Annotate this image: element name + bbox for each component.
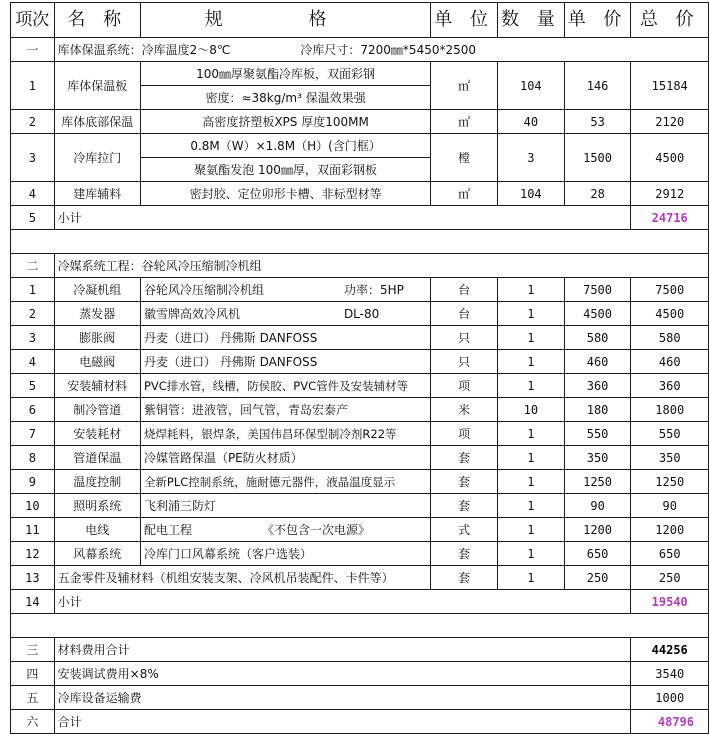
row-total: 4500 <box>631 134 709 182</box>
subtotal-value: 24716 <box>631 206 709 230</box>
row-price: 28 <box>564 182 631 206</box>
row-qty: 1 <box>497 542 564 566</box>
header-name: 名 称 <box>54 3 140 38</box>
row-index: 13 <box>11 566 55 590</box>
row-index: 1 <box>11 278 55 302</box>
row-unit: 套 <box>431 494 498 518</box>
table-row <box>11 422 709 446</box>
row-unit: 套 <box>431 566 498 590</box>
room-size: 冷库尺寸：7200㎜*5450*2500 <box>300 42 477 57</box>
summary-label: 材料费用合计 <box>54 638 631 662</box>
row-price: 146 <box>564 62 631 110</box>
header-spec: 规 格 <box>140 3 430 38</box>
row-qty: 104 <box>497 62 564 110</box>
row-spec-extra: 《不包含一次电源》 <box>261 522 370 537</box>
summary-value: 1000 <box>631 686 709 710</box>
section-header-row <box>11 254 709 278</box>
row-unit: 项 <box>431 374 498 398</box>
row-name: 建库辅料 <box>54 182 140 206</box>
row-name: 膨胀阀 <box>54 326 140 350</box>
row-spec <box>140 302 430 326</box>
row-price: 90 <box>564 494 631 518</box>
row-price: 350 <box>564 446 631 470</box>
row-index: 12 <box>11 542 55 566</box>
row-spec-main: 徽雪牌高效冷风机 <box>143 306 240 321</box>
row-index: 1 <box>11 62 55 110</box>
row-name-spec: 五金零件及辅材料（机组安装支架、冷风机吊装配件、卡件等） <box>54 566 431 590</box>
row-index: 4 <box>11 182 55 206</box>
header-qty: 数 量 <box>497 3 564 38</box>
row-total: 580 <box>631 326 709 350</box>
row-index: 10 <box>11 494 55 518</box>
row-price: 580 <box>564 326 631 350</box>
summary-row-transport <box>11 686 709 710</box>
row-index: 7 <box>11 422 55 446</box>
row-spec-extra: 功率：5HP <box>343 282 404 297</box>
row-qty: 1 <box>497 494 564 518</box>
header-price: 单 价 <box>564 3 631 38</box>
table-row <box>11 398 709 422</box>
row-unit: 台 <box>431 278 498 302</box>
row-name: 安装辅材料 <box>54 374 140 398</box>
row-unit: 台 <box>431 302 498 326</box>
row-index: 5 <box>11 374 55 398</box>
subtotal-label: 小计 <box>54 590 631 614</box>
row-spec: 0.8M（W）×1.8M（H）(含门框） <box>140 134 430 158</box>
table-row <box>11 350 709 374</box>
row-unit: 项 <box>431 422 498 446</box>
row-total: 460 <box>631 350 709 374</box>
row-price: 180 <box>564 398 631 422</box>
row-qty: 1 <box>497 518 564 542</box>
row-spec: 飞利浦三防灯 <box>140 494 430 518</box>
section-title-text: 库体保温系统：冷库温度2～8℃ <box>57 42 231 57</box>
row-spec <box>140 278 430 302</box>
row-total: 2912 <box>631 182 709 206</box>
subtotal-label: 小计 <box>54 206 631 230</box>
subtotal-index: 14 <box>11 590 55 614</box>
summary-row-grand-total <box>11 710 709 734</box>
row-unit: 式 <box>431 518 498 542</box>
row-spec-main: 谷轮风冷压缩制冷机组 <box>143 282 264 297</box>
row-unit: 米 <box>431 398 498 422</box>
row-total: 2120 <box>631 110 709 134</box>
header-unit: 单 位 <box>431 3 498 38</box>
section-title <box>54 38 708 62</box>
row-unit: ㎡ <box>431 182 498 206</box>
summary-row-materials <box>11 638 709 662</box>
row-qty: 1 <box>497 422 564 446</box>
row-price: 1250 <box>564 470 631 494</box>
row-total: 550 <box>631 422 709 446</box>
row-price: 1500 <box>564 134 631 182</box>
row-total: 1800 <box>631 398 709 422</box>
row-price: 250 <box>564 566 631 590</box>
row-name: 库体保温板 <box>54 62 140 110</box>
row-name: 制冷管道 <box>54 398 140 422</box>
row-unit: ㎡ <box>431 62 498 110</box>
row-unit: ㎡ <box>431 110 498 134</box>
row-unit: 套 <box>431 446 498 470</box>
blank-row <box>11 230 709 254</box>
row-qty: 1 <box>497 566 564 590</box>
row-name: 冷库拉门 <box>54 134 140 182</box>
summary-row-installation <box>11 662 709 686</box>
section-index: 一 <box>11 38 55 62</box>
summary-index: 三 <box>11 638 55 662</box>
row-qty: 1 <box>497 470 564 494</box>
row-spec-main: 配电工程 <box>143 522 192 537</box>
row-total: 1200 <box>631 518 709 542</box>
quotation-table <box>10 2 709 734</box>
row-qty: 1 <box>497 302 564 326</box>
row-total: 650 <box>631 542 709 566</box>
summary-value: 3540 <box>631 662 709 686</box>
row-name: 库体底部保温 <box>54 110 140 134</box>
table-row <box>11 134 709 158</box>
section-index: 二 <box>11 254 55 278</box>
grand-total-value: 48796 <box>631 710 709 734</box>
row-unit: 套 <box>431 542 498 566</box>
row-price: 4500 <box>564 302 631 326</box>
row-unit: 套 <box>431 470 498 494</box>
subtotal-row <box>11 206 709 230</box>
table-row <box>11 542 709 566</box>
row-spec: 密封胶、定位卯形卡槽、非标型材等 <box>140 182 430 206</box>
row-total: 15184 <box>631 62 709 110</box>
row-price: 550 <box>564 422 631 446</box>
summary-index: 六 <box>11 710 55 734</box>
section-header-row <box>11 38 709 62</box>
blank-row <box>11 614 709 638</box>
row-index: 6 <box>11 398 55 422</box>
row-qty: 1 <box>497 374 564 398</box>
row-spec: 丹麦（进口） 丹佛斯 DANFOSS <box>140 350 430 374</box>
summary-label: 冷库设备运输费 <box>54 686 631 710</box>
table-row <box>11 518 709 542</box>
row-name: 照明系统 <box>54 494 140 518</box>
header-total: 总 价 <box>631 3 709 38</box>
table-row <box>11 278 709 302</box>
row-price: 7500 <box>564 278 631 302</box>
row-spec: 全新PLC控制系统，施耐德元器件，液晶温度显示 <box>140 470 430 494</box>
row-index: 11 <box>11 518 55 542</box>
row-index: 9 <box>11 470 55 494</box>
row-spec: 100㎜厚聚氨酯冷库板，双面彩钢 <box>140 62 430 86</box>
row-qty: 3 <box>497 134 564 182</box>
row-total: 1250 <box>631 470 709 494</box>
row-total: 360 <box>631 374 709 398</box>
blank-cell <box>11 230 709 254</box>
blank-cell <box>11 614 709 638</box>
row-spec-extra: DL-80 <box>343 306 380 321</box>
row-index: 3 <box>11 326 55 350</box>
row-price: 650 <box>564 542 631 566</box>
row-spec: PVC排水管，线槽，防侯胶、PVC管件及安装辅材等 <box>140 374 430 398</box>
row-name: 冷凝机组 <box>54 278 140 302</box>
subtotal-value: 19540 <box>631 590 709 614</box>
table-row <box>11 470 709 494</box>
table-row <box>11 182 709 206</box>
row-unit: 樘 <box>431 134 498 182</box>
row-name: 电线 <box>54 518 140 542</box>
row-spec: 烧焊耗料，银焊条，美国伟昌环保型制冷剂R22等 <box>140 422 430 446</box>
summary-label: 合计 <box>54 710 631 734</box>
row-unit: 只 <box>431 350 498 374</box>
row-spec-line2: 聚氨酯发泡 100㎜厚，双面彩钢板 <box>140 158 430 182</box>
row-spec: 冷库门口风幕系统（客户选装） <box>140 542 430 566</box>
row-spec: 高密度挤塑板XPS 厚度100MM <box>140 110 430 134</box>
row-price: 460 <box>564 350 631 374</box>
row-total: 7500 <box>631 278 709 302</box>
row-price: 53 <box>564 110 631 134</box>
subtotal-row <box>11 590 709 614</box>
row-index: 8 <box>11 446 55 470</box>
row-index: 2 <box>11 302 55 326</box>
table-row <box>11 62 709 86</box>
row-total: 4500 <box>631 302 709 326</box>
row-spec: 丹麦（进口） 丹佛斯 DANFOSS <box>140 326 430 350</box>
row-name: 电磁阀 <box>54 350 140 374</box>
section-title: 冷媒系统工程：谷轮风冷压缩制冷机组 <box>54 254 708 278</box>
subtotal-index: 5 <box>11 206 55 230</box>
table-row <box>11 326 709 350</box>
summary-label: 安装调试费用×8% <box>54 662 631 686</box>
row-name: 蒸发器 <box>54 302 140 326</box>
row-index: 3 <box>11 134 55 182</box>
row-unit: 只 <box>431 326 498 350</box>
row-name: 管道保温 <box>54 446 140 470</box>
row-spec: 冷媒管路保温（PE防火材质） <box>140 446 430 470</box>
header-index: 项次 <box>11 3 55 38</box>
table-row <box>11 446 709 470</box>
row-total: 250 <box>631 566 709 590</box>
row-total: 90 <box>631 494 709 518</box>
summary-index: 四 <box>11 662 55 686</box>
row-name: 风幕系统 <box>54 542 140 566</box>
table-row <box>11 494 709 518</box>
row-price: 360 <box>564 374 631 398</box>
row-spec-line2: 密度：≈38kg/m³ 保温效果强 <box>140 86 430 110</box>
summary-value: 44256 <box>631 638 709 662</box>
table-row <box>11 110 709 134</box>
row-total: 350 <box>631 446 709 470</box>
summary-index: 五 <box>11 686 55 710</box>
row-name: 温度控制 <box>54 470 140 494</box>
row-index: 2 <box>11 110 55 134</box>
row-spec <box>140 518 430 542</box>
row-index: 4 <box>11 350 55 374</box>
table-row <box>11 566 709 590</box>
row-qty: 40 <box>497 110 564 134</box>
table-row <box>11 374 709 398</box>
table-row <box>11 302 709 326</box>
header-row <box>11 3 709 38</box>
row-qty: 1 <box>497 326 564 350</box>
row-qty: 1 <box>497 446 564 470</box>
row-qty: 104 <box>497 182 564 206</box>
row-qty: 1 <box>497 278 564 302</box>
row-price: 1200 <box>564 518 631 542</box>
row-qty: 1 <box>497 350 564 374</box>
row-name: 安装耗材 <box>54 422 140 446</box>
row-spec: 紫铜管：进液管，回气管，青岛宏泰产 <box>140 398 430 422</box>
row-qty: 10 <box>497 398 564 422</box>
